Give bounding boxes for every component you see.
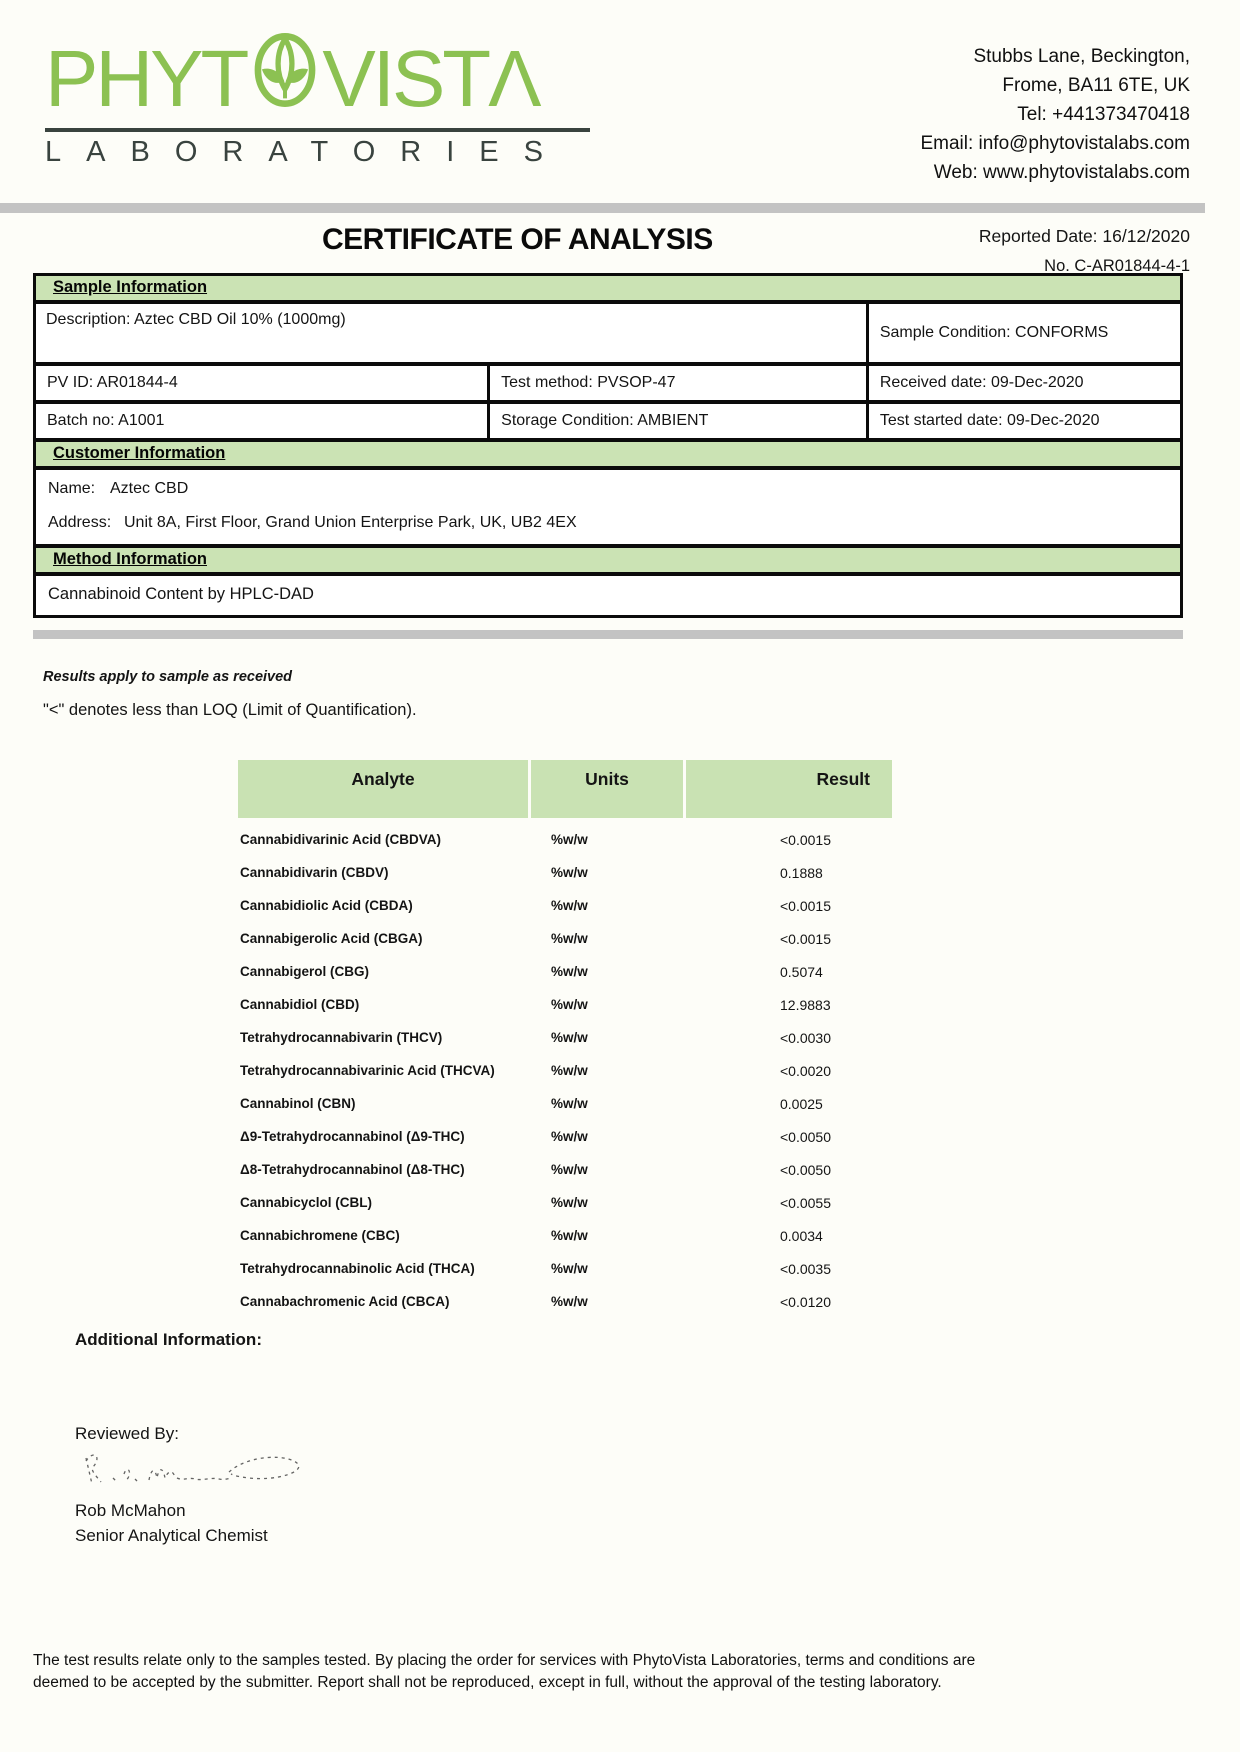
- section-divider-bar: [33, 630, 1183, 639]
- sample-condition: Sample Condition: CONFORMS: [879, 324, 1109, 342]
- table-row: [238, 1087, 892, 1120]
- customer-name-label: Name:: [48, 480, 96, 498]
- brand-wordmark: [45, 28, 590, 123]
- reported-date: Reported Date: 16/12/2020: [978, 226, 1190, 247]
- contact-line: Tel: +441373470418: [1017, 104, 1190, 126]
- analyte-name: Cannabicyclol (CBL): [240, 1195, 373, 1211]
- title-row: [0, 213, 1240, 276]
- analyte-units: %w/w: [551, 1063, 588, 1079]
- analyte-units: %w/w: [551, 931, 588, 947]
- analyte-result: 0.5074: [780, 963, 823, 980]
- footer-line-2: deemed to be accepted by the submitter. Report shall not be reproduced, except in full, without the approval of the testing laboratory.: [33, 1674, 942, 1691]
- analyte-units: %w/w: [551, 898, 588, 914]
- customer-address-line: [48, 514, 1168, 532]
- sample-description: Description: Aztec CBD Oil 10% (1000mg): [36, 304, 869, 362]
- table-row: [238, 889, 892, 922]
- column-header-result: Result: [686, 760, 892, 818]
- customer-info-box: [36, 470, 1180, 548]
- additional-information-label: Additional Information:: [75, 1330, 262, 1349]
- analyte-result: 0.1888: [780, 864, 823, 881]
- analyte-name: Cannabichromene (CBC): [240, 1228, 400, 1244]
- section-header-sample-information: Sample Information: [36, 276, 1180, 304]
- analyte-result: 0.0034: [780, 1227, 823, 1244]
- analyte-units: %w/w: [551, 1030, 588, 1046]
- analyte-name: Δ8-Tetrahydrocannabinol (Δ8-THC): [240, 1162, 465, 1178]
- analyte-units: %w/w: [551, 1294, 588, 1310]
- analyte-name: Cannabigerolic Acid (CBGA): [240, 931, 423, 947]
- table-row: [238, 1120, 892, 1153]
- analyte-name: Cannabachromenic Acid (CBCA): [240, 1294, 450, 1310]
- footer-line-1: The test results relate only to the samples tested. By placing the order for services with PhytoVista Laboratories, terms and conditions are: [33, 1652, 976, 1669]
- analyte-result: <0.0055: [780, 1194, 831, 1211]
- analyte-result: <0.0015: [780, 831, 831, 848]
- table-row: [238, 955, 892, 988]
- contact-line: Frome, BA11 6TE, UK: [1002, 75, 1190, 97]
- footer-disclaimer: [33, 1650, 1178, 1694]
- section-header-method-information: Method Information: [36, 548, 1180, 576]
- header: [0, 0, 1240, 187]
- customer-name-line: [48, 480, 1168, 498]
- table-row: [238, 1153, 892, 1186]
- table-row: [238, 1252, 892, 1285]
- logo-subtitle: LABORATORIES: [45, 136, 568, 169]
- reviewer-name: Rob McMahon: [75, 1501, 186, 1520]
- batch-no: Batch no: A1001: [36, 404, 490, 438]
- analyte-units: %w/w: [551, 865, 588, 881]
- customer-name-value: Aztec CBD: [110, 480, 189, 498]
- review-block: [75, 1424, 312, 1546]
- analyte-units: %w/w: [551, 964, 588, 980]
- column-header-units: Units: [531, 760, 683, 818]
- results-note: Results apply to sample as received: [43, 669, 293, 686]
- analyte-name: Tetrahydrocannabivarinic Acid (THCVA): [240, 1063, 495, 1079]
- analyte-name: Cannabinol (CBN): [240, 1096, 356, 1112]
- column-header-analyte: Analyte: [238, 760, 528, 818]
- sample-batch-row: [36, 404, 1180, 442]
- contact-line: Stubbs Lane, Beckington,: [973, 46, 1190, 67]
- table-row: [238, 1054, 892, 1087]
- analyte-units: %w/w: [551, 1228, 588, 1244]
- table-row: [238, 922, 892, 955]
- table-row: [238, 856, 892, 889]
- analyte-name: Cannabigerol (CBG): [240, 964, 370, 980]
- customer-address-value: Unit 8A, First Floor, Grand Union Enterprise Park, UK, UB2 4EX: [124, 514, 577, 532]
- report-meta: [979, 226, 1190, 276]
- loq-note: "<" denotes less than LOQ (Limit of Quantification).: [43, 701, 417, 720]
- reviewed-by-label: Reviewed By:: [75, 1424, 179, 1443]
- analyte-units: %w/w: [551, 1195, 588, 1211]
- table-row: [238, 1186, 892, 1219]
- phytovista-logo: [45, 28, 590, 187]
- analyte-result: <0.0030: [780, 1029, 831, 1046]
- brand-text-pre: PHYT: [45, 34, 247, 123]
- table-row: [238, 988, 892, 1021]
- sample-description-row: [36, 304, 1180, 366]
- storage-condition: Storage Condition: AMBIENT: [490, 404, 869, 438]
- analyte-result: <0.0050: [780, 1128, 831, 1145]
- analyte-name: Cannabidivarin (CBDV): [240, 865, 389, 881]
- section-header-customer-information: Customer Information: [36, 442, 1180, 470]
- analyte-result: 12.9883: [780, 996, 831, 1013]
- analyte-units: %w/w: [551, 997, 588, 1013]
- analyte-result: 0.0025: [780, 1095, 823, 1112]
- analyte-result: <0.0050: [780, 1161, 831, 1178]
- results-table-header: [238, 760, 892, 818]
- results-table-body: [238, 823, 892, 1318]
- method-description: Cannabinoid Content by HPLC-DAD: [36, 576, 1180, 615]
- test-method: Test method: PVSOP-47: [490, 366, 869, 400]
- logo-divider-line: [45, 128, 590, 132]
- page-title: CERTIFICATE OF ANALYSIS: [322, 223, 713, 257]
- analyte-name: Cannabidiol (CBD): [240, 997, 360, 1013]
- leaf-icon: [252, 28, 318, 124]
- analyte-name: Tetrahydrocannabivarin (THCV): [240, 1030, 443, 1046]
- analyte-name: Cannabidiolic Acid (CBDA): [240, 898, 413, 914]
- analyte-result: <0.0015: [780, 930, 831, 947]
- table-row: [238, 1285, 892, 1318]
- contact-line: Web: www.phytovistalabs.com: [933, 162, 1190, 184]
- analyte-result: <0.0015: [780, 897, 831, 914]
- table-row: [238, 823, 892, 856]
- info-table: [33, 273, 1183, 618]
- analyte-result: <0.0020: [780, 1062, 831, 1079]
- header-divider-bar: [0, 203, 1205, 213]
- reviewer-title: Senior Analytical Chemist: [75, 1526, 268, 1545]
- customer-address-label: Address:: [48, 514, 112, 532]
- brand-text-post: VISTΛ: [322, 34, 539, 123]
- analyte-result: <0.0120: [780, 1293, 831, 1310]
- analyte-units: %w/w: [551, 1261, 588, 1277]
- sample-ids-row: [36, 366, 1180, 404]
- analyte-name: Tetrahydrocannabinolic Acid (THCA): [240, 1261, 475, 1277]
- analyte-name: Δ9-Tetrahydrocannabinol (Δ9-THC): [240, 1129, 465, 1145]
- analyte-units: %w/w: [551, 832, 588, 848]
- table-row: [238, 1021, 892, 1054]
- analyte-units: %w/w: [551, 1162, 588, 1178]
- results-table: [238, 760, 892, 1318]
- pv-id: PV ID: AR01844-4: [36, 366, 490, 400]
- analyte-name: Cannabidivarinic Acid (CBDVA): [240, 832, 442, 848]
- analyte-units: %w/w: [551, 1129, 588, 1145]
- report-number: No. C-AR01844-4-1: [1044, 257, 1190, 276]
- analyte-units: %w/w: [551, 1096, 588, 1112]
- lab-contact-block: [920, 28, 1190, 187]
- analyte-result: <0.0035: [780, 1260, 831, 1277]
- received-date: Received date: 09-Dec-2020: [879, 374, 1084, 392]
- test-started-date: Test started date: 09-Dec-2020: [879, 412, 1100, 430]
- table-row: [238, 1219, 892, 1252]
- signature-image: [77, 1448, 312, 1499]
- contact-line: Email: info@phytovistalabs.com: [920, 133, 1190, 155]
